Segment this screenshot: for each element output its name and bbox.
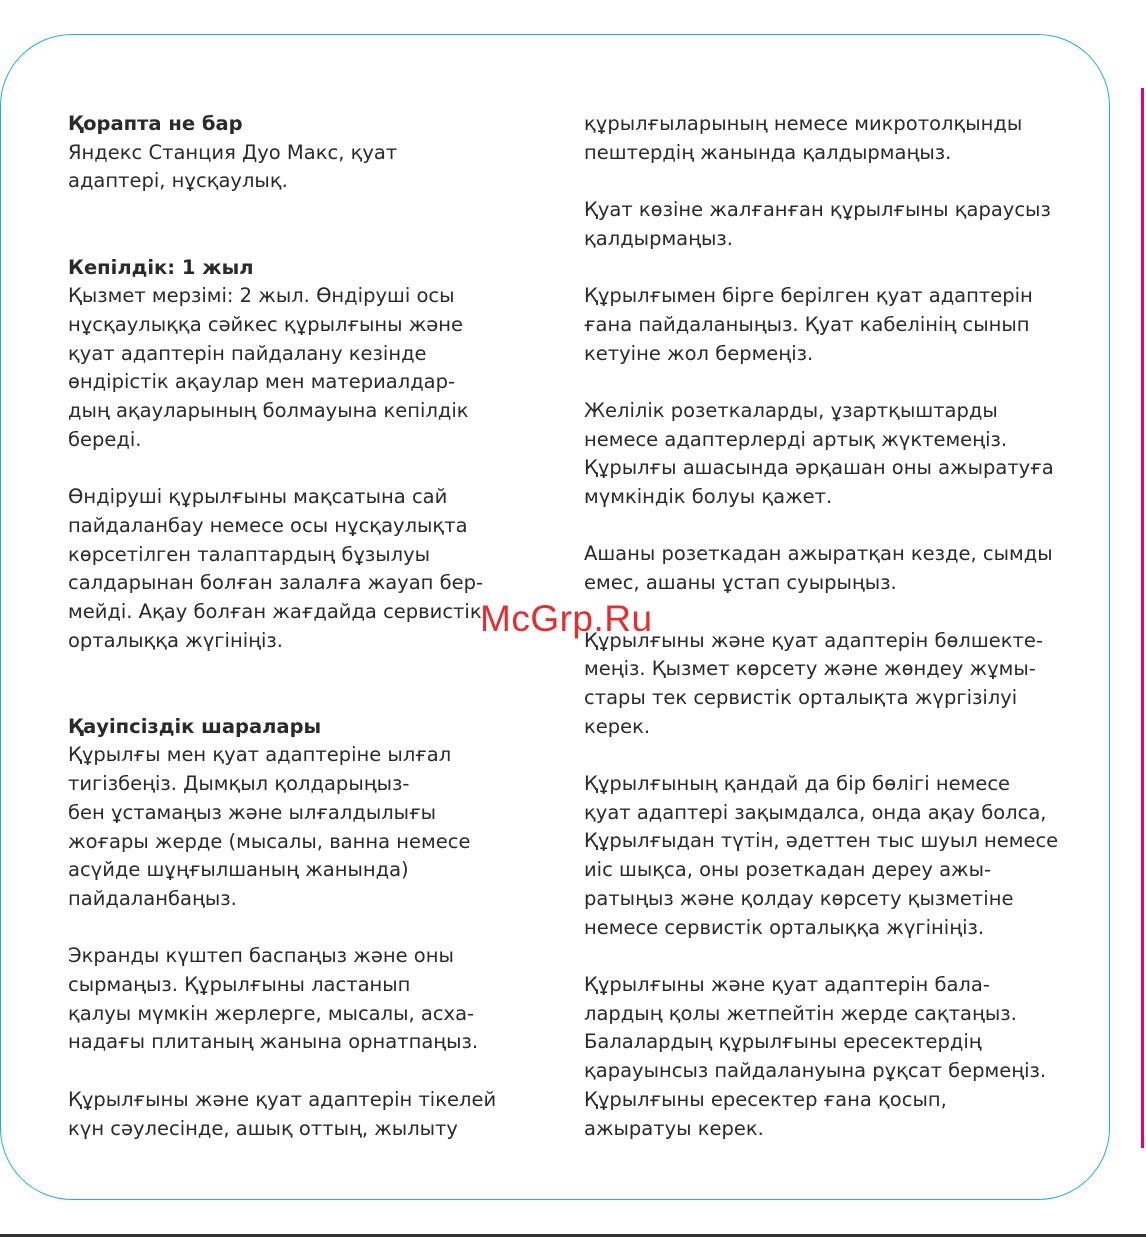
right-column: [584, 110, 1084, 1143]
safety-paragraph: Желілік розеткаларды, ұзартқыштарды немесе адаптерлерді артық жүктемеңіз. Құрылғы ашасында әрқашан оны ажыратуға мүмкіндік болуы қажет.: [584, 398, 1054, 509]
safety-heading: Қауіпсіздік шаралары: [68, 714, 322, 738]
safety-paragraph: Қуат көзіне жалғанған құрылғыны қараусыз қалдырмаңыз.: [584, 198, 1051, 250]
safety-paragraph: Құрылғыны және қуат адаптерін бала- лардың қолы жетпейтін жерде сақтаңыз. Балалардың құрылғыны ересектердің қарауынсыз пайдалануына рұқсат бермеңіз. Құрылғыны ересектер ғана қосып, ажыратуы керек.: [584, 972, 1047, 1140]
safety-paragraph: Құрылғы мен қуат адаптеріне ылғал тигізбеңіз. Дымқыл қолдарыңыз- бен ұстамаңыз және ылғалдылығы жоғары жерде (мысалы, ванна немесе асүйде шұңғылшаның жанында) пайдаланбаңыз.: [68, 743, 471, 910]
safety-paragraph: Экранды күштеп баспаңыз және оны сырмаңыз. Құрылғыны ластанып қалуы мүмкін жерлерге, мысалы, асха- надағы плитаның жанына орнатпаңыз.: [68, 944, 479, 1054]
warranty-heading: Кепілдік: 1 жыл: [68, 255, 254, 279]
box-contents-text: Яндекс Станция Дуо Макс, қуат адаптері, нұсқаулық.: [68, 140, 398, 193]
safety-paragraph: Құрылғымен бірге берілген қуат адаптерін ғана пайдаланыңыз. Қуат кабелінің сынып кетуіне жол бермеңіз.: [584, 284, 1033, 365]
warranty-text: Қызмет мерзімі: 2 жыл. Өндіруші осы нұсқаулыққа сәйкес құрылғыны және қуат адаптерін пайдалану кезінде өндірістік ақаулар мен материалдар- дың ақауларының болмауына кепілдік береді.: [68, 284, 469, 451]
side-accent-line: [1141, 88, 1144, 1148]
safety-paragraph: Құрылғының қандай да бір бөлігі немесе қуат адаптері зақымдалса, онда ақау болса, Құрылғыдан түтін, әдеттен тыс шуыл немесе иіс шықса, оны розеткадан дереу ажы- ратыңыз және қолдау көрсету қызметіне немесе сервистік орталыққа жүгініңіз.: [584, 772, 1059, 939]
safety-paragraph: құрылғыларының немесе микротолқынды пештердің жанында қалдырмаңыз.: [584, 112, 1023, 164]
box-contents-heading: Қорапта не бар: [68, 112, 243, 135]
left-column: [68, 110, 538, 1143]
safety-paragraph: Құрылғыны және қуат адаптерін тікелей күн сәулесінде, ашық оттың, жылыту: [68, 1087, 497, 1140]
safety-paragraph: Ашаны розеткадан ажыратқан кезде, сымды емес, ашаны ұстап суырыңыз.: [584, 542, 1053, 595]
safety-paragraph: Құрылғыны және қуат адаптерін бөлшекте- меңіз. Қызмет көрсету және жөндеу жұмы- стары тек сервистік орталықта жүргізілуі керек.: [584, 628, 1043, 738]
warranty-liability-text: Өндіруші құрылғыны мақсатына сай пайдаланбау немесе осы нұсқаулықта көрсетілген талаптардың бұзылуы салдарынан болған залалға жауап бер- мейді. Ақау болған жағдайда сервистік орталыққа жүгініңіз.: [68, 485, 484, 652]
watermark: McGrp.Ru: [480, 598, 653, 639]
